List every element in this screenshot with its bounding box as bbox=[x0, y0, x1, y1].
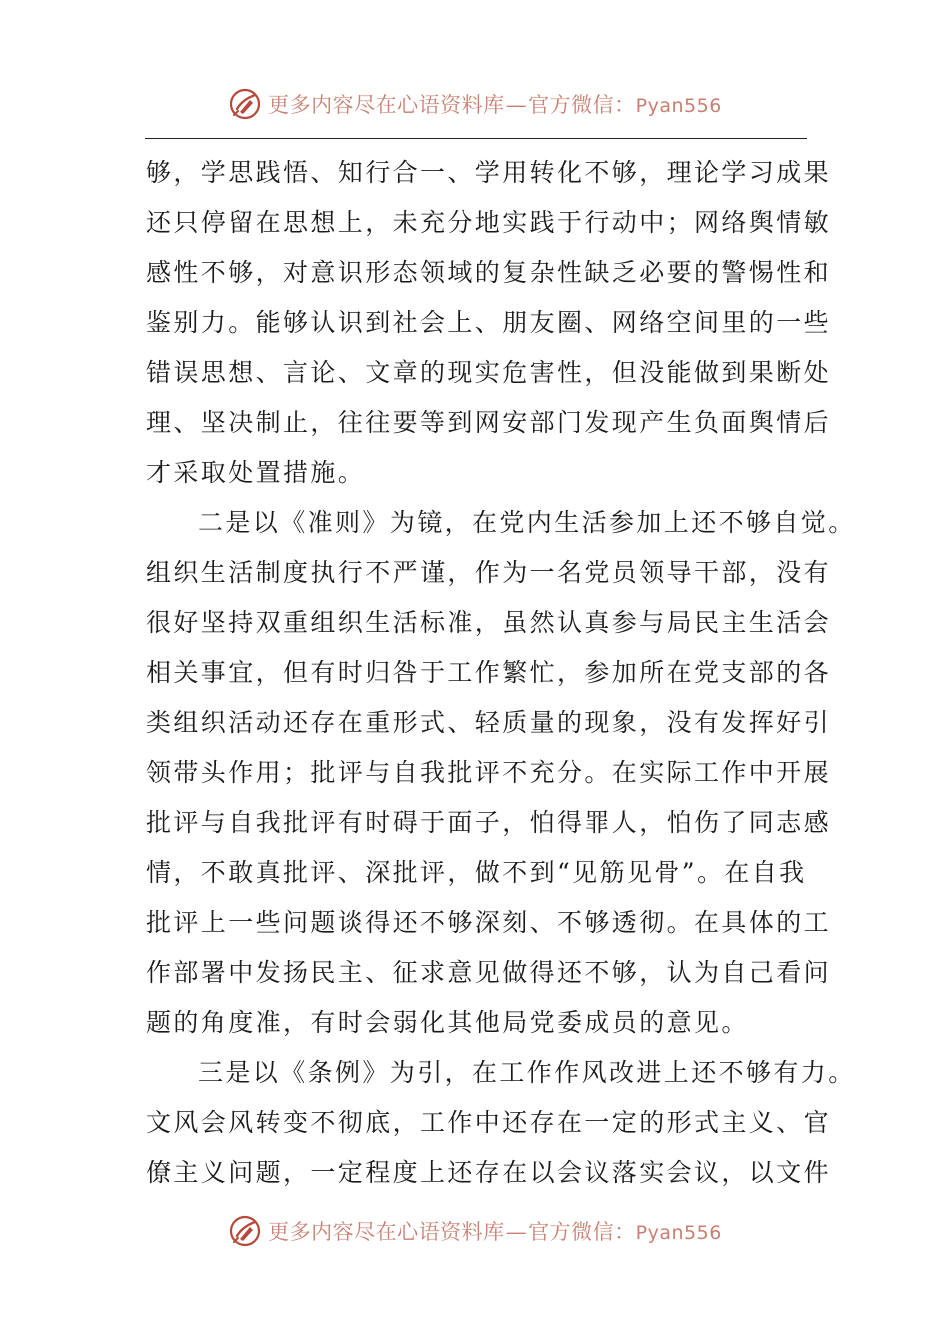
header-site-text: 更多内容尽在心语资料库 bbox=[268, 93, 505, 117]
paragraph-start-line: 二是以《准则》为镜，在党内生活参加上还不够自觉。 bbox=[198, 508, 856, 537]
text-line: 相关事宜，但有时归咎于工作繁忙，参加所在党支部的各 bbox=[146, 658, 832, 687]
document-body bbox=[146, 148, 856, 1198]
text-line: 作部署中发扬民主、征求意见做得还不够，认为自己看问 bbox=[146, 958, 832, 987]
text-line: 很好坚持双重组织生活标准，虽然认真参与局民主生活会 bbox=[146, 608, 832, 637]
header-banner bbox=[0, 84, 950, 124]
header-separator: — bbox=[505, 93, 528, 117]
text-line: 僚主义问题，一定程度上还存在以会议落实会议，以文件 bbox=[146, 1158, 832, 1187]
text-line: 感性不够，对意识形态领域的复杂性缺乏必要的警惕性和 bbox=[146, 258, 832, 287]
paragraph-start-line: 三是以《条例》为引，在工作作风改进上还不够有力。 bbox=[198, 1058, 856, 1087]
footer-banner bbox=[0, 1211, 950, 1251]
footer-text bbox=[268, 1216, 722, 1246]
text-line: 情，不敢真批评、深批评，做不到“见筋见骨”。在自我 bbox=[146, 858, 807, 887]
header-divider bbox=[145, 138, 807, 139]
text-line: 批评上一些问题谈得还不够深刻、不够透彻。在具体的工 bbox=[146, 908, 832, 937]
text-line: 领带头作用；批评与自我批评不充分。在实际工作中开展 bbox=[146, 758, 832, 787]
footer-wechat-label: 官方微信： bbox=[528, 1220, 636, 1244]
text-line: 组织生活制度执行不严谨，作为一名党员领导干部，没有 bbox=[146, 558, 832, 587]
text-line: 才采取处置措施。 bbox=[146, 458, 366, 487]
text-line: 类组织活动还存在重形式、轻质量的现象，没有发挥好引 bbox=[146, 708, 832, 737]
text-line: 题的角度准，有时会弱化其他局党委成员的意见。 bbox=[146, 1008, 749, 1037]
quill-logo-icon bbox=[228, 1214, 262, 1248]
footer-wechat-id: Pyan556 bbox=[635, 1222, 722, 1244]
header-wechat-label: 官方微信： bbox=[528, 93, 636, 117]
header-wechat-id: Pyan556 bbox=[635, 95, 722, 117]
footer-site-text: 更多内容尽在心语资料库 bbox=[268, 1220, 505, 1244]
text-line: 文风会风转变不彻底，工作中还存在一定的形式主义、官 bbox=[146, 1108, 832, 1137]
text-line: 还只停留在思想上，未充分地实践于行动中；网络舆情敏 bbox=[146, 208, 832, 237]
text-line: 鉴别力。能够认识到社会上、朋友圈、网络空间里的一些 bbox=[146, 308, 832, 337]
header-text bbox=[268, 89, 722, 119]
text-line: 批评与自我批评有时碍于面子，怕得罪人，怕伤了同志感 bbox=[146, 808, 832, 837]
quill-logo-icon bbox=[228, 87, 262, 121]
text-line: 错误思想、言论、文章的现实危害性，但没能做到果断处 bbox=[146, 358, 832, 387]
footer-separator: — bbox=[505, 1220, 528, 1244]
text-line: 理、坚决制止，往往要等到网安部门发现产生负面舆情后 bbox=[146, 408, 832, 437]
text-line: 够，学思践悟、知行合一、学用转化不够，理论学习成果 bbox=[146, 158, 832, 187]
